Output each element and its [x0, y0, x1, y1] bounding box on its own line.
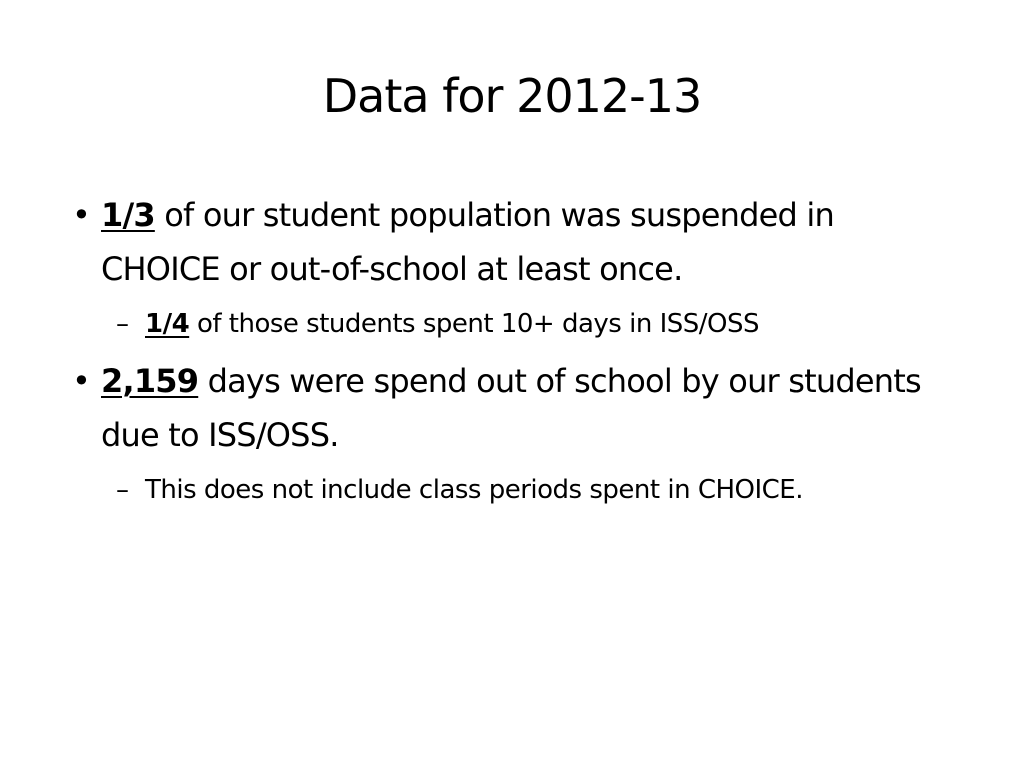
bullet-text: days were spend out of school by our students due to ISS/OSS. [101, 362, 921, 454]
bullet-text: of our student population was suspended in CHOICE or out-of-school at least once. [101, 196, 834, 288]
bullet-emphasis: 1/3 [101, 196, 155, 234]
sub-bullet-text: This does not include class periods spent in CHOICE. [145, 475, 803, 505]
sub-bullet-text: of those students spent 10+ days in ISS/OSS [189, 309, 759, 339]
bullet-marker: • [72, 196, 91, 234]
slide-title: Data for 2012-13 [322, 69, 702, 123]
bullet-item-1 [72, 188, 962, 296]
bullet-emphasis: 2,159 [101, 362, 199, 400]
bullet-marker: • [72, 362, 91, 400]
dash-marker: – [116, 475, 129, 505]
bullet-item-2 [72, 354, 962, 462]
dash-marker: – [116, 309, 129, 339]
sub-bullet-item-1 [116, 300, 962, 348]
slide-body [72, 188, 962, 514]
sub-bullet-item-2 [116, 466, 962, 514]
sub-bullet-emphasis: 1/4 [145, 309, 190, 339]
